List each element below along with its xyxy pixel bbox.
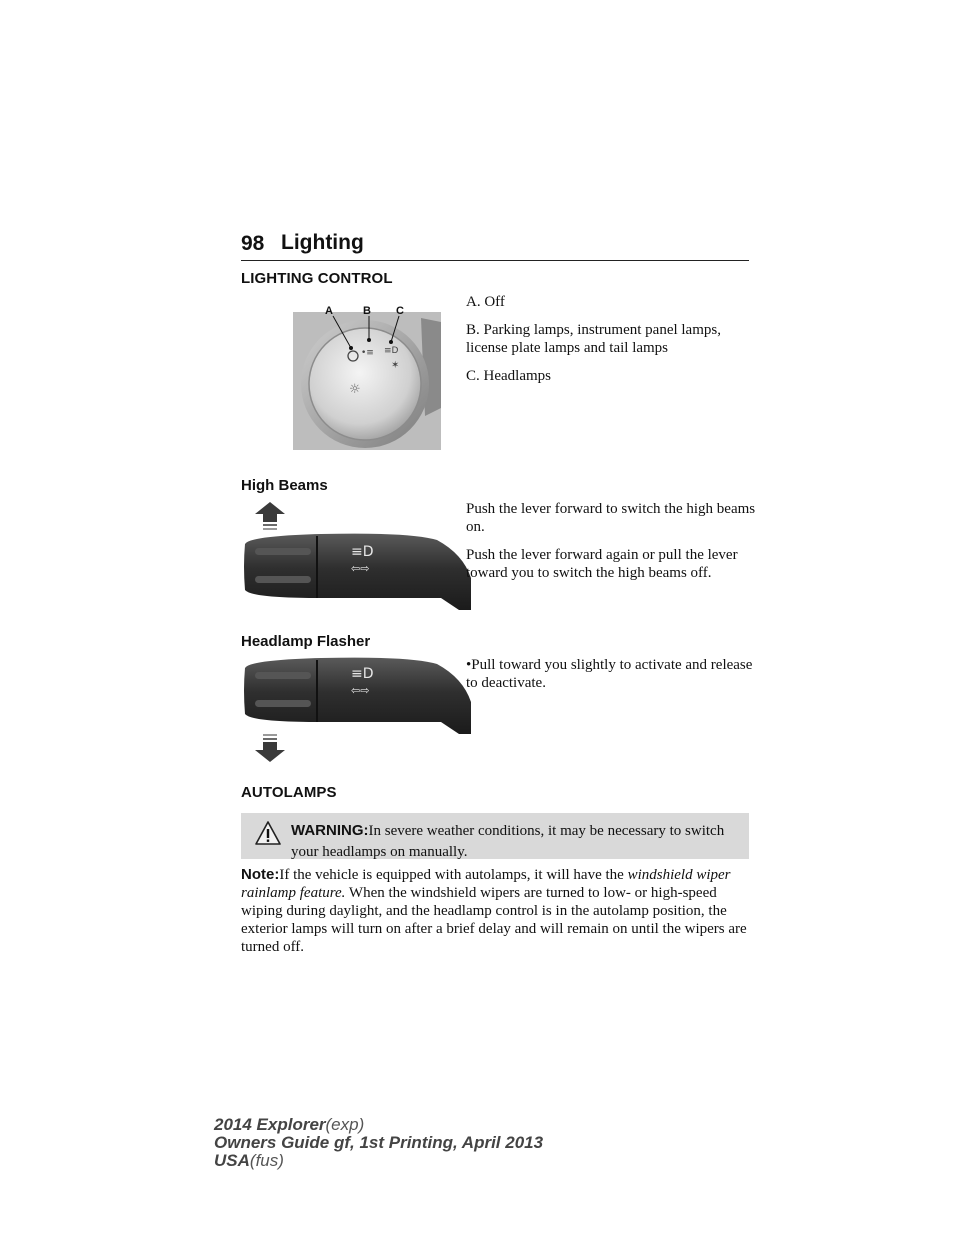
header-rule — [241, 260, 749, 261]
headlamp-dial-icon — [293, 298, 441, 450]
warning-box — [241, 813, 749, 859]
warning-label: WARNING: — [291, 822, 369, 839]
svg-text:⇦⇨: ⇦⇨ — [351, 684, 370, 697]
page-number: 98 — [241, 232, 265, 255]
headlamp-dial-figure — [293, 298, 441, 454]
svg-text:✶: ✶ — [391, 360, 400, 371]
high-beams-text — [466, 500, 756, 592]
section-heading-high-beams: High Beams — [241, 477, 328, 494]
high-beam-lever-figure — [241, 500, 471, 614]
warning-body: In severe weather conditions, it may be necessary to switch your headlamps on manually. — [291, 823, 725, 860]
note-label: Note: — [241, 866, 280, 883]
flasher-lever-figure — [241, 654, 471, 770]
svg-text:•≡: •≡ — [361, 348, 374, 358]
svg-text:⇦⇨: ⇦⇨ — [351, 562, 370, 575]
flasher-bullet: •Pull toward you slightly to activate and release to deactivate. — [466, 657, 753, 691]
svg-text:≡D: ≡D — [351, 666, 374, 682]
arrow-down-icon — [255, 734, 285, 762]
arrow-up-icon — [255, 502, 285, 530]
note-italic: windshield wiper rainlamp feature. — [241, 867, 731, 901]
chapter-title: Lighting — [281, 231, 364, 254]
high-beams-paragraph-1: Push the lever forward to switch the high beams on. — [466, 501, 756, 535]
svg-text:≡D: ≡D — [351, 544, 374, 560]
section-heading-autolamps: AUTOLAMPS — [241, 784, 337, 801]
flasher-text — [466, 656, 756, 702]
footer-market: USA — [214, 1151, 250, 1170]
autolamps-note — [241, 866, 753, 956]
dial-label-a: A — [325, 305, 333, 317]
dial-label-c: C — [396, 305, 404, 317]
footer-guide: Owners Guide gf, 1st Printing, April 2013 — [214, 1133, 544, 1152]
lighting-control-legend — [466, 293, 756, 395]
svg-text:≡D: ≡D — [384, 346, 399, 356]
footer-model: 2014 Explorer — [214, 1115, 326, 1134]
footer-model-code: (exp) — [325, 1115, 365, 1134]
legend-item-b: B. Parking lamps, instrument panel lamps, license plate lamps and tail lamps — [466, 322, 721, 356]
dial-label-b: B — [363, 305, 371, 317]
note-text-1: If the vehicle is equipped with autolamps, it will have the — [279, 867, 628, 883]
legend-item-a: A. Off — [466, 294, 505, 310]
note-text-2: When the windshield wipers are turned to low- or high-speed wiping during daylight, and the headlamp control is in the autolamp position, the exterior lamps will turn on after a brief delay and will remain on until the wipers are turned off. — [241, 885, 747, 955]
section-heading-headlamp-flasher: Headlamp Flasher — [241, 633, 371, 650]
warning-triangle-icon — [255, 821, 281, 845]
footer-market-code: (fus) — [249, 1151, 284, 1170]
page-footer — [214, 1116, 543, 1170]
section-heading-lighting-control: LIGHTING CONTROL — [241, 270, 393, 287]
svg-text:☼: ☼ — [349, 382, 361, 397]
page-header — [241, 232, 749, 262]
warning-text — [291, 820, 741, 863]
high-beams-paragraph-2: Push the lever forward again or pull the lever toward you to switch the high beams off. — [466, 547, 738, 581]
legend-item-c: C. Headlamps — [466, 368, 551, 384]
